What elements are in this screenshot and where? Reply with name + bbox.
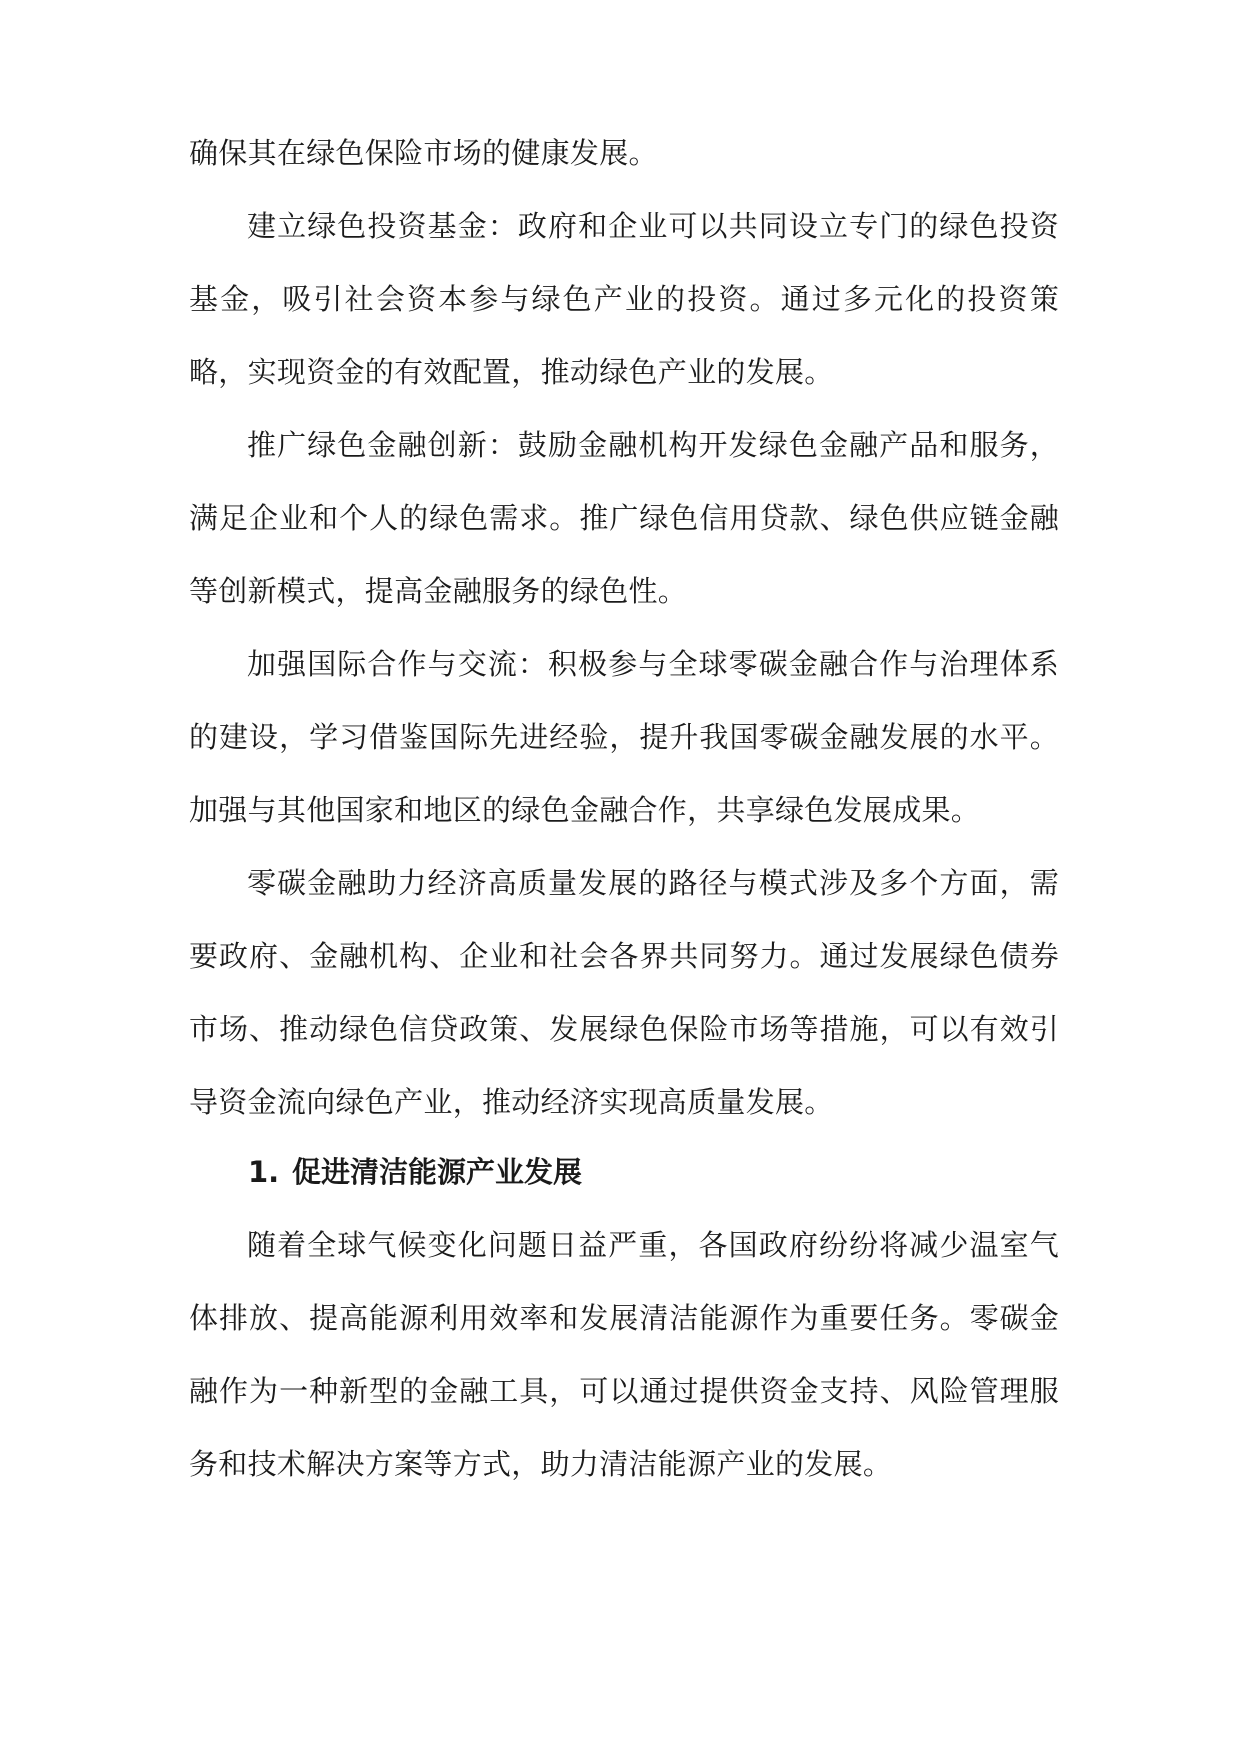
section-number: 1. (248, 1155, 280, 1189)
paragraph-international-cooperation: 加强国际合作与交流：积极参与全球零碳金融合作与治理体系的建设，学习借鉴国际先进经验，提升我国零碳金融发展的水平。加强与其他国家和地区的绿色金融合作，共享绿色发展成果。 (189, 647, 1059, 827)
section-title: 促进清洁能源产业发展 (292, 1155, 583, 1189)
paragraph-clean-energy: 随着全球气候变化问题日益严重，各国政府纷纷将减少温室气体排放、提高能源利用效率和发展清洁能源作为重要任务。零碳金融作为一种新型的金融工具，可以通过提供资金支持、风险管理服务和技术解决方案等方式，助力清洁能源产业的发展。 (189, 1228, 1059, 1481)
paragraph-green-finance-innovation: 推广绿色金融创新：鼓励金融机构开发绿色金融产品和服务，满足企业和个人的绿色需求。推广绿色信用贷款、绿色供应链金融等创新模式，提高金融服务的绿色性。 (189, 428, 1059, 608)
paragraph-green-investment-fund: 建立绿色投资基金：政府和企业可以共同设立专门的绿色投资基金，吸引社会资本参与绿色产业的投资。通过多元化的投资策略，实现资金的有效配置，推动绿色产业的发展。 (189, 209, 1059, 389)
paragraph-summary: 零碳金融助力经济高质量发展的路径与模式涉及多个方面，需要政府、金融机构、企业和社会各界共同努力。通过发展绿色债券市场、推动绿色信贷政策、发展绿色保险市场等措施，可以有效引导资金流向绿色产业，推动经济实现高质量发展。 (189, 866, 1059, 1119)
paragraph-continuation: 确保其在绿色保险市场的健康发展。 (189, 136, 658, 170)
section-heading (248, 1136, 582, 1209)
